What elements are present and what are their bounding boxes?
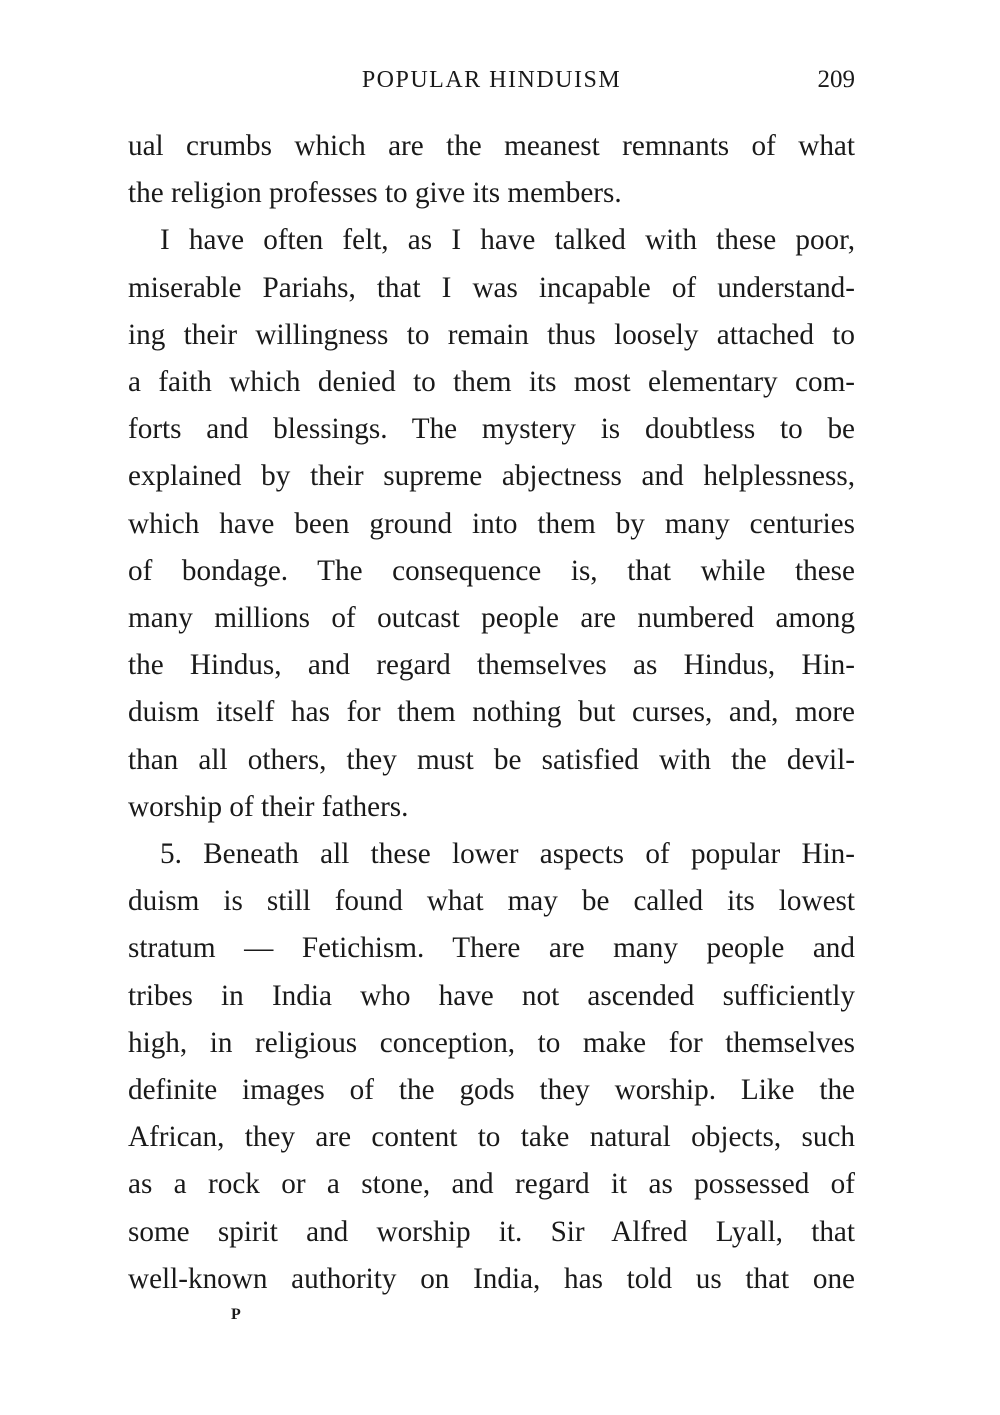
text-line: of bondage. The consequence is, that while these <box>128 554 855 587</box>
paragraph-3 <box>128 831 855 1303</box>
text-line: duism itself has for them nothing but curses, and, more <box>128 696 855 729</box>
text-line: 5. Beneath all these lower aspects of popular Hin- <box>160 838 855 871</box>
text-line: ual crumbs which are the meanest remnants of what <box>128 130 855 162</box>
text-line: ing their willingness to remain thus loosely attached to <box>128 318 855 351</box>
text-line: which have been ground into them by many centuries <box>128 507 855 540</box>
signature-mark: P <box>231 1306 242 1323</box>
text-line: many millions of outcast people are numbered among <box>128 602 855 635</box>
text-line: miserable Pariahs, that I was incapable of understand- <box>128 271 855 304</box>
text-line: the religion professes to give its members. <box>128 177 622 210</box>
text-line: high, in religious conception, to make for themselves <box>128 1026 855 1059</box>
text-line: than all others, they must be satisfied with the devil- <box>128 743 855 776</box>
text-line: duism is still found what may be called its lowest <box>128 885 855 918</box>
text-line: tribes in India who have not ascended sufficiently <box>128 979 855 1012</box>
text-line: as a rock or a stone, and regard it as possessed of <box>128 1168 855 1201</box>
text-line: well-known authority on India, has told us that one <box>128 1262 855 1295</box>
text-line: some spirit and worship it. Sir Alfred Lyall, that <box>128 1215 855 1248</box>
text-line: definite images of the gods they worship. Like the <box>128 1074 855 1107</box>
text-line: worship of their fathers. <box>128 790 409 823</box>
body-text <box>128 123 855 1303</box>
text-line: forts and blessings. The mystery is doubtless to be <box>128 413 855 446</box>
text-line: the Hindus, and regard themselves as Hindus, Hin- <box>128 649 855 682</box>
page-number: 209 <box>817 66 855 93</box>
paragraph-1 <box>128 123 855 217</box>
text-line: explained by their supreme abjectness and helplessness, <box>128 460 855 493</box>
page-header <box>128 62 855 98</box>
text-line: African, they are content to take natural objects, such <box>128 1121 855 1154</box>
text-line: a faith which denied to them its most elementary com- <box>128 366 855 399</box>
text-line: I have often felt, as I have talked with these poor, <box>160 224 855 257</box>
running-title: POPULAR HINDUISM <box>361 67 622 93</box>
paragraph-2 <box>128 217 855 831</box>
text-line: stratum — Fetichism. There are many people and <box>128 932 855 965</box>
